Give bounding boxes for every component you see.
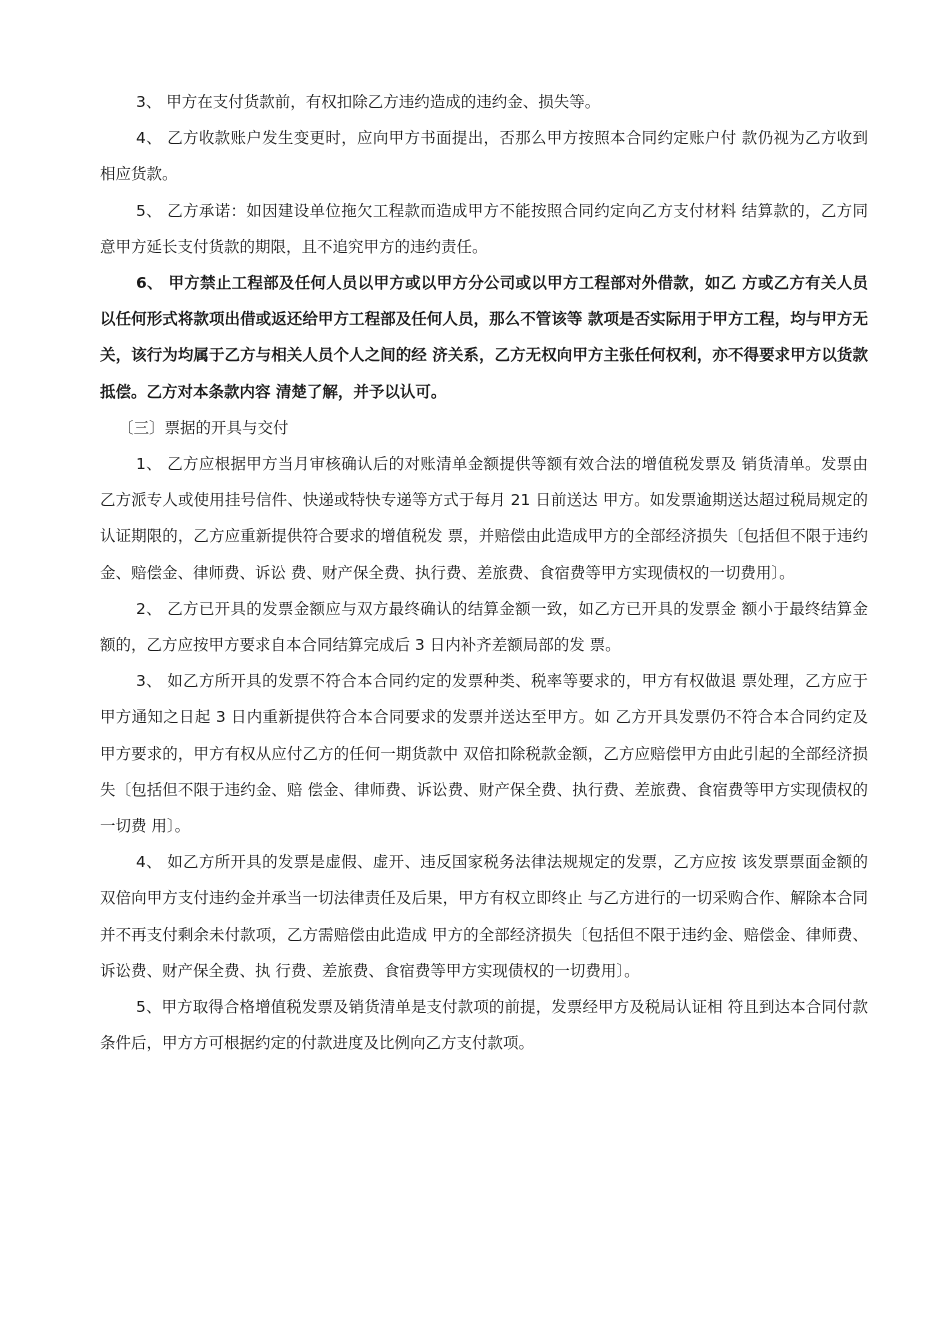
invoice-clause-4: 4、 如乙方所开具的发票是虚假、虚开、违反国家税务法律法规规定的发票，乙方应按 该发票票面金额的双倍向甲方支付违约金并承当一切法律责任及后果，甲方有权立即终止 与乙方进行的一切采购合作、解除本合同并不再支付剩余未付款项，乙方需赔偿由此造成 甲方的全部经济损失〔包括但不限于违约金、赔偿金、律师费、诉讼费、财产保全费、执 行费、差旅费、食宿费等甲方实现债权的一切费用〕。	[100, 853, 868, 980]
clause-5-commitment: 5、 乙方承诺：如因建设单位拖欠工程款而造成甲方不能按照合同约定向乙方支付材料 结算款的，乙方同意甲方延长支付货款的期限，且不追究甲方的违约责任。	[100, 201, 868, 256]
invoice-clause-5: 5、甲方取得合格增值税发票及销货清单是支付款项的前提，发票经甲方及税局认证相 符且到达本合同付款条件后，甲方方可根据约定的付款进度及比例向乙方支付款项。	[100, 998, 868, 1053]
section-heading-invoice: 〔三〕票据的开具与交付	[118, 418, 289, 437]
invoice-clause-2: 2、 乙方已开具的发票金额应与双方最终确认的结算金额一致，如乙方已开具的发票金 额小于最终结算金额的，乙方应按甲方要求自本合同结算完成后 3 日内补齐差额局部的发 票。	[100, 599, 868, 655]
document-body	[100, 84, 868, 1061]
clause-3-deduction: 3、 甲方在支付货款前，有权扣除乙方违约造成的违约金、损失等。	[136, 93, 601, 111]
invoice-clause-1: 1、 乙方应根据甲方当月审核确认后的对账清单金额提供等额有效合法的增值税发票及 销货清单。发票由乙方派专人或使用挂号信件、快递或特快专递等方式于每月 21 日前送达 甲方。如发票逾期送达超过税局规定的认证期限的，乙方应重新提供符合要求的增值税发 票，并赔偿由此造成甲方的全部经济损失〔包括但不限于违约金、赔偿金、律师费、诉讼 费、财产保全费、执行费、差旅费、食宿费等甲方实现债权的一切费用〕。	[100, 455, 868, 582]
invoice-clause-3: 3、 如乙方所开具的发票不符合本合同约定的发票种类、税率等要求的，甲方有权做退 票处理，乙方应于甲方通知之日起 3 日内重新提供符合本合同要求的发票并送达至甲方。如 乙方开具发票仍不符合本合同约定及甲方要求的，甲方有权从应付乙方的任何一期货款中 双倍扣除税款金额，乙方应赔偿甲方由此引起的全部经济损失〔包括但不限于违约金、赔 偿金、律师费、诉讼费、财产保全费、执行费、差旅费、食宿费等甲方实现债权的一切费 用〕。	[100, 672, 868, 836]
clause-4-account-change: 4、 乙方收款账户发生变更时，应向甲方书面提出，否那么甲方按照本合同约定账户付 款仍视为乙方收到相应货款。	[100, 129, 868, 184]
clause-6-borrowing-prohibition: 6、 甲方禁止工程部及任何人员以甲方或以甲方分公司或以甲方工程部对外借款，如乙 方或乙方有关人员以任何形式将款项出借或返还给甲方工程部及任何人员，那么不管该等 款项是否实际用于甲方工程，均与甲方无关，该行为均属于乙方与相关人员个人之间的经 济关系，乙方无权向甲方主张任何权利，亦不得要求甲方以货款抵偿。乙方对本条款内容 清楚了解，并予以认可。	[100, 274, 868, 401]
